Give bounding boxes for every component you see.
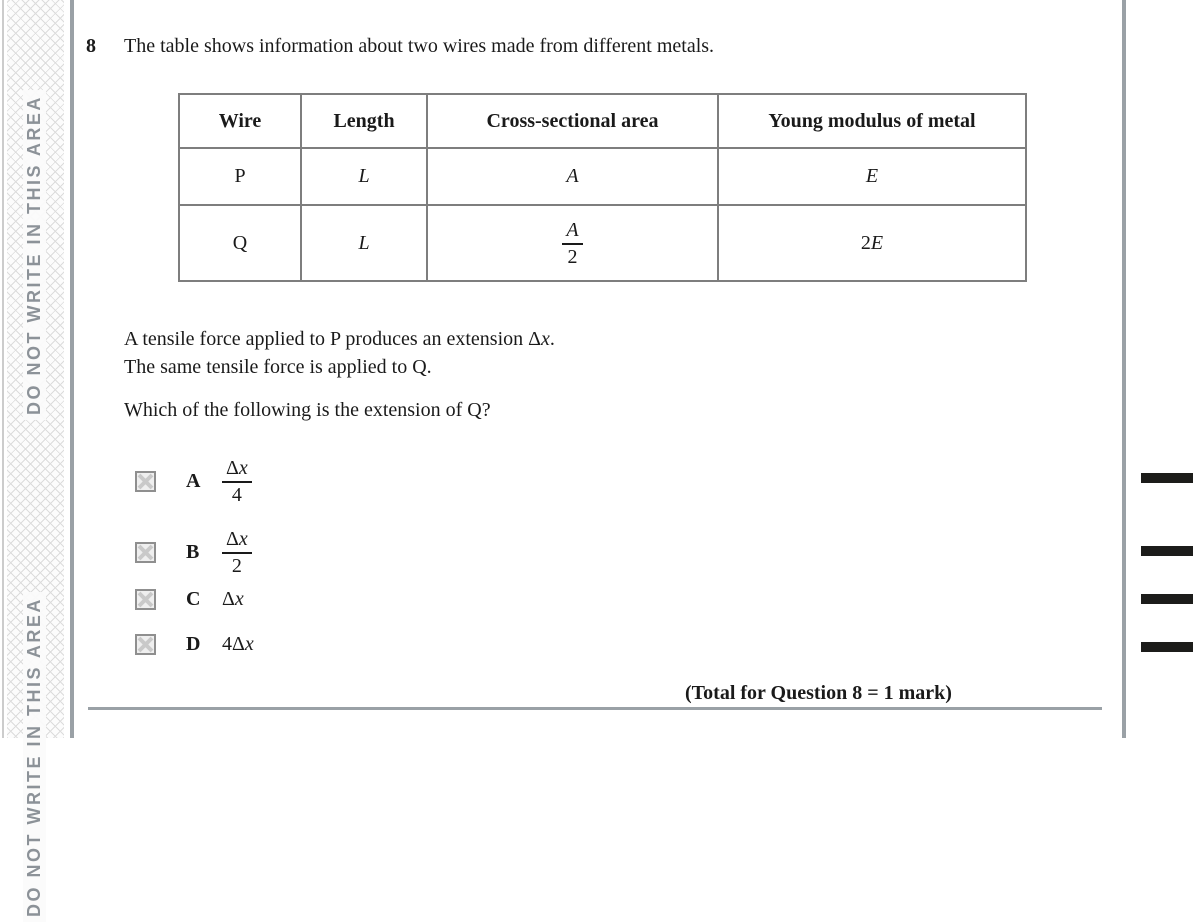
- wires-table: [178, 93, 1027, 282]
- header-area: Cross-sectional area: [427, 94, 718, 148]
- option-value: [222, 528, 252, 577]
- total-marks: (Total for Question 8 = 1 mark): [685, 682, 952, 704]
- fraction-denominator: 4: [231, 483, 242, 506]
- fraction-dx-over-2: [222, 528, 252, 577]
- answer-checkbox-b[interactable]: [135, 542, 156, 563]
- delta-symbol: Δ: [528, 328, 542, 350]
- question-number: 8: [86, 35, 96, 57]
- delta-symbol: Δ: [226, 456, 239, 479]
- body-line-1-text: A tensile force applied to P produces an extension: [124, 328, 529, 350]
- option-row-a: [135, 451, 252, 511]
- answer-checkbox-a[interactable]: [135, 471, 156, 492]
- cell-area-p: A: [427, 148, 718, 205]
- question-intro: The table shows information about two wires made from different metals.: [124, 35, 715, 57]
- fraction-dx-over-4: [222, 457, 252, 506]
- calibration-bar: [1141, 642, 1193, 652]
- option-letter: C: [186, 587, 201, 610]
- cell-wire-p: P: [179, 148, 301, 205]
- cell-area-q: [427, 205, 718, 281]
- answer-checkbox-c[interactable]: [135, 589, 156, 610]
- left-content-rule: [70, 0, 74, 738]
- option-row-d: [135, 630, 254, 658]
- cell-length-p: L: [301, 148, 427, 205]
- body-line-1: [124, 325, 555, 353]
- option-value: [222, 633, 254, 656]
- page-edge-line: [2, 0, 4, 738]
- modulus-coefficient: 2: [860, 231, 871, 254]
- cell-length-q: L: [301, 205, 427, 281]
- calibration-bar: [1141, 473, 1193, 483]
- option-letter: A: [186, 469, 201, 492]
- cell-modulus-q: [718, 205, 1026, 281]
- option-value: [222, 457, 252, 506]
- delta-symbol: Δ: [226, 527, 239, 550]
- fraction-numerator: A: [562, 219, 582, 245]
- question-divider-rule: [88, 707, 1102, 710]
- x-variable: x: [244, 632, 254, 655]
- option-letter: D: [186, 632, 201, 655]
- modulus-variable: E: [870, 231, 884, 254]
- option-row-c: [135, 585, 244, 613]
- header-length: Length: [301, 94, 427, 148]
- header-wire: Wire: [179, 94, 301, 148]
- answer-checkbox-d[interactable]: [135, 634, 156, 655]
- calibration-bar: [1141, 546, 1193, 556]
- delta-symbol: 4Δ: [222, 632, 245, 655]
- cell-wire-q: Q: [179, 205, 301, 281]
- table-header-row: [179, 94, 1026, 148]
- margin-warning-text: DO NOT WRITE IN THIS AREA: [23, 90, 46, 420]
- body-line-2: The same tensile force is applied to Q.: [124, 356, 432, 378]
- fraction-numerator: [222, 457, 252, 483]
- calibration-bar: [1141, 594, 1193, 604]
- x-variable: x: [238, 527, 248, 550]
- body-text: [124, 325, 555, 381]
- right-content-rule: [1122, 0, 1126, 738]
- option-row-b: [135, 522, 252, 582]
- fraction-numerator: [222, 528, 252, 554]
- cell-modulus-p: E: [718, 148, 1026, 205]
- option-value: [222, 588, 244, 611]
- fraction-denominator: 2: [567, 245, 578, 268]
- body-line-1-period: .: [549, 328, 555, 350]
- fraction-a-over-2: [562, 219, 582, 268]
- option-letter: B: [186, 540, 200, 563]
- margin-warning-text-clipped: DO NOT WRITE IN THIS AREA: [23, 592, 46, 922]
- table-row-p: [179, 148, 1026, 205]
- question-prompt: Which of the following is the extension of Q?: [124, 399, 491, 421]
- table-row-q: [179, 205, 1026, 281]
- fraction-denominator: 2: [231, 554, 242, 577]
- header-modulus: Young modulus of metal: [718, 94, 1026, 148]
- x-variable: x: [234, 587, 244, 610]
- delta-symbol: Δ: [222, 587, 235, 610]
- x-variable: x: [541, 328, 550, 350]
- x-variable: x: [238, 456, 248, 479]
